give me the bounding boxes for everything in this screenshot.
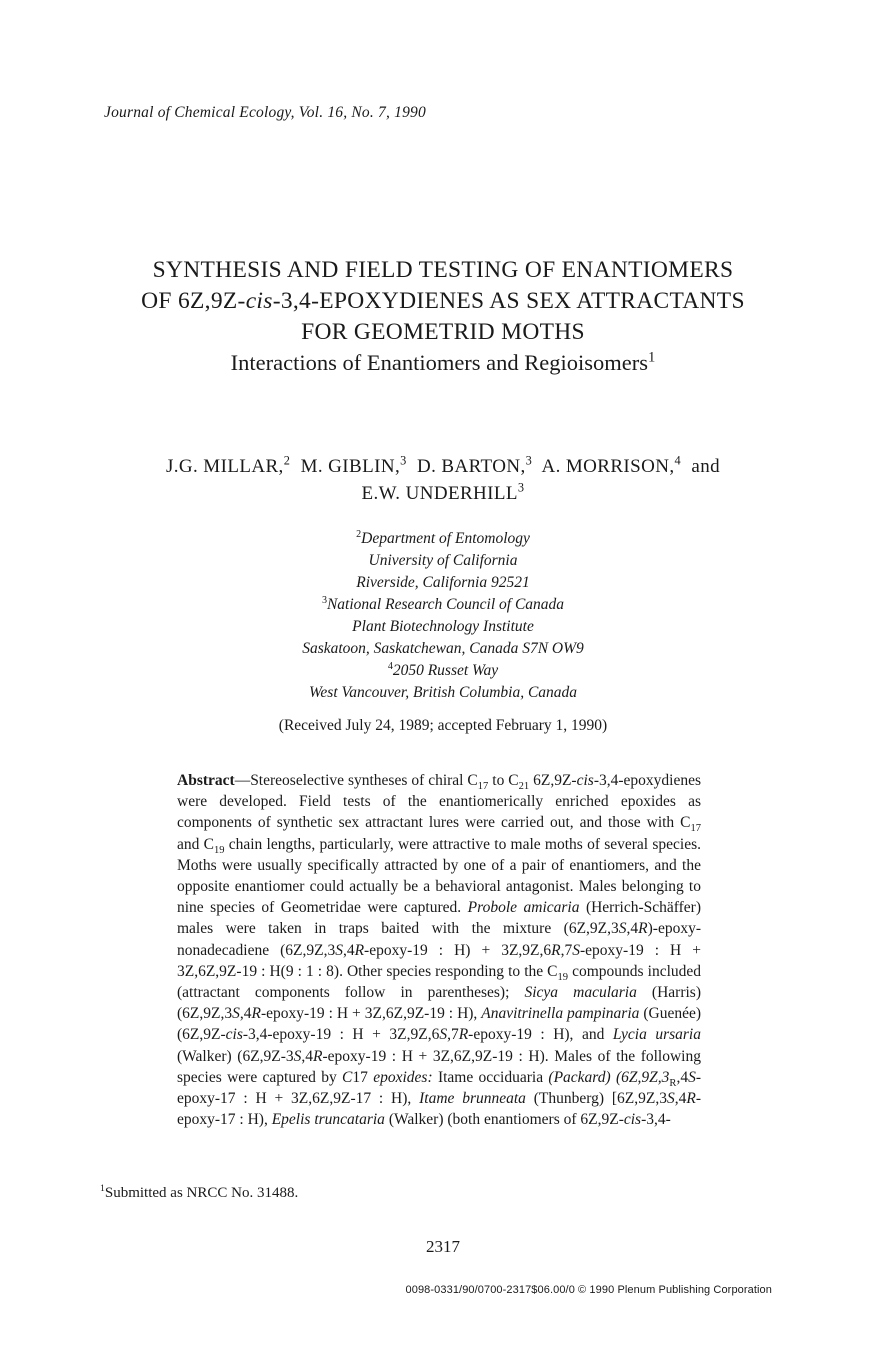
italic-text: S: [293, 1047, 302, 1065]
abstract-text: (Walker) (both enantiomers of 6Z,9Z-: [384, 1111, 624, 1129]
affiliation-2: $^2$Department of Entomology University of California Riverside, California 92521: [356, 528, 530, 591]
abstract-text: -epoxy-19 : H + 3Z,6Z,9Z-19 : H),: [260, 1005, 482, 1023]
affiliation-3: $^3$National Research Council of Canada Plant Biotechnology Institute Saskatoon, Saskatchewan, Canada S7N OW9: [302, 594, 584, 657]
abstract-text: ,4: [239, 1005, 252, 1023]
abstract-text: 6Z,9Z-: [529, 772, 577, 789]
author-row-2: [0, 480, 886, 507]
author: J.G. MILLAR,$^2$: [165, 453, 291, 477]
abstract-text: ,4: [676, 1068, 689, 1086]
italic-text: S: [666, 1090, 675, 1108]
author: M. GIBLIN,$^3$: [300, 453, 407, 477]
copyright-line: 0098-0331/90/0700-2317$06.00/0 © 1990 Plenum Publishing Corporation: [405, 1284, 772, 1296]
abstract-text: to C: [488, 772, 519, 789]
abstract-text: -epoxy-17 : H),: [177, 1090, 701, 1129]
italic-text: Lycia ursaria: [612, 1026, 701, 1044]
title-line-2: [0, 286, 886, 317]
italic-text: R: [458, 1026, 469, 1044]
author-conjunction: and: [691, 456, 721, 477]
italic-text: Probole amicaria: [467, 899, 580, 917]
received-dates: (Received July 24, 1989; accepted February 1, 1990): [278, 717, 608, 734]
italic-text: S: [572, 941, 580, 959]
article-title: [0, 255, 886, 378]
abstract-text: ,7: [560, 941, 573, 959]
italic-text: R: [686, 1090, 696, 1108]
abstract-text: —Stereoselective syntheses of chiral C: [234, 772, 478, 789]
italic-text: Epelis truncataria: [271, 1111, 385, 1129]
subscript: 17: [690, 823, 701, 835]
italic-text: Anavitrinella pampinaria: [481, 1005, 640, 1023]
italic-text: S: [232, 1005, 240, 1023]
abstract-text: and C: [177, 835, 214, 853]
author-row-1: [0, 453, 886, 480]
italic-text: R: [313, 1047, 323, 1065]
subscript: 19: [557, 971, 569, 983]
abstract-text: ,4: [626, 920, 639, 938]
abstract-text: -3,4-: [641, 1111, 671, 1129]
subscript: R: [669, 1077, 677, 1089]
subscript: 19: [213, 844, 225, 856]
title-line-2-italic: cis: [245, 288, 273, 314]
italic-text: cis: [623, 1111, 642, 1129]
abstract-text: -epoxy-19 : H), and: [468, 1026, 613, 1044]
page-number: 2317: [426, 1237, 460, 1256]
subtitle-text: Interactions of Enantiomers and Regioisomers: [230, 350, 649, 375]
affiliations: [0, 528, 886, 704]
italic-text: S: [618, 920, 627, 938]
footnote: [100, 1185, 298, 1202]
subscript: 21: [518, 781, 530, 793]
abstract-text: ,4: [674, 1090, 687, 1108]
abstract-text: -epoxy-19 : H + 3Z,6Z,9Z-19 : H). Males of the following species were captured by: [177, 1047, 701, 1086]
journal-citation: Journal of Chemical Ecology, Vol. 16, No. 7, 1990: [104, 104, 426, 121]
italic-text: cis: [576, 772, 594, 789]
author: D. BARTON,$^3$: [417, 453, 533, 477]
subtitle-footnote-mark: 1: [648, 349, 656, 366]
title-line-1: SYNTHESIS AND FIELD TESTING OF ENANTIOMERS: [152, 257, 734, 283]
abstract-text: -3,4-epoxy-19 : H + 3Z,9Z,6: [242, 1026, 440, 1044]
title-line-2-pre: OF 6Z,9Z-: [141, 288, 246, 314]
abstract-text: (Herrich-Schäffer) males were taken in traps baited with the mixture (6Z,9Z,3: [177, 899, 701, 938]
italic-text: R: [638, 920, 648, 938]
abstract-text: ,4: [301, 1047, 314, 1065]
italic-text: epoxides:: [367, 1068, 438, 1086]
article-subtitle: [0, 348, 886, 378]
abstract-text: )-epoxy-nonadecadiene (6Z,9Z,3: [177, 920, 701, 959]
italic-text: S: [688, 1068, 696, 1086]
italic-text: S: [335, 941, 343, 959]
title-line-3: FOR GEOMETRID MOTHS: [301, 319, 585, 345]
italic-text: R: [551, 941, 561, 959]
abstract-body: [177, 770, 701, 1130]
italic-text: cis: [225, 1026, 243, 1044]
subscript: 17: [477, 781, 489, 793]
abstract: [177, 770, 701, 1130]
abstract-text: -epoxy-17 : H + 3Z,6Z,9Z-17 : H),: [177, 1068, 701, 1108]
author-list: [0, 453, 886, 507]
abstract-text: Itame occiduaria: [437, 1068, 544, 1086]
italic-text: Sicya macularia: [524, 984, 637, 1002]
italic-text: S: [439, 1026, 448, 1044]
title-line-2-post: -3,4-EPOXYDIENES AS SEX ATTRACTANTS: [272, 288, 745, 314]
author: E.W. UNDERHILL$^3$: [361, 480, 525, 504]
footnote-text: Submitted as NRCC No. 31488.: [104, 1185, 299, 1201]
abstract-text: -epoxy-19 : H + 3Z,6Z,9Z-19 : H(9 : 1 : 8). Other species responding to the C: [177, 941, 701, 980]
abstract-text: (Harris) (6Z,9Z,3: [177, 984, 701, 1023]
italic-text: Itame brunneata: [419, 1090, 526, 1108]
abstract-text: (Guenée) (6Z,9Z-: [177, 1005, 702, 1044]
abstract-heading: Abstract: [177, 772, 235, 789]
abstract-text: ,4: [342, 941, 355, 959]
abstract-text: (Thunberg) [6Z,9Z,3: [525, 1090, 667, 1108]
abstract-text: ,7: [447, 1026, 459, 1044]
affiliation-4: $^4$2050 Russet Way West Vancouver, British Columbia, Canada: [308, 660, 578, 701]
italic-text: R: [251, 1005, 261, 1023]
italic-text: R: [354, 941, 365, 959]
abstract-text: -epoxy-19 : H) + 3Z,9Z,6: [364, 941, 552, 959]
abstract-text: chain lengths, particularly, were attractive to male moths of several species. Moths were usually specifically attracted by one of a pair of enantiomers, and the opposite enantiomer could actually be a behavioral antagonist. Males belonging to nine species of Geometridae were captured.: [177, 835, 701, 917]
abstract-text: (Walker) (6Z,9Z-3: [177, 1047, 294, 1065]
abstract-text: compounds included (attractant components follow in parentheses);: [177, 962, 702, 1002]
footnote-mark: 1: [100, 1183, 105, 1194]
abstract-text: -3,4-epoxydienes were developed. Field tests of the enantiomerically enriched epoxides as components of synthetic sex attractant lures were carried out, and those with C: [177, 772, 701, 832]
italic-text: (Packard) (6Z,9Z,3: [543, 1068, 670, 1086]
abstract-text: 17: [352, 1068, 368, 1086]
italic-text: C: [342, 1068, 353, 1086]
author: A. MORRISON,$^4$: [541, 453, 682, 477]
